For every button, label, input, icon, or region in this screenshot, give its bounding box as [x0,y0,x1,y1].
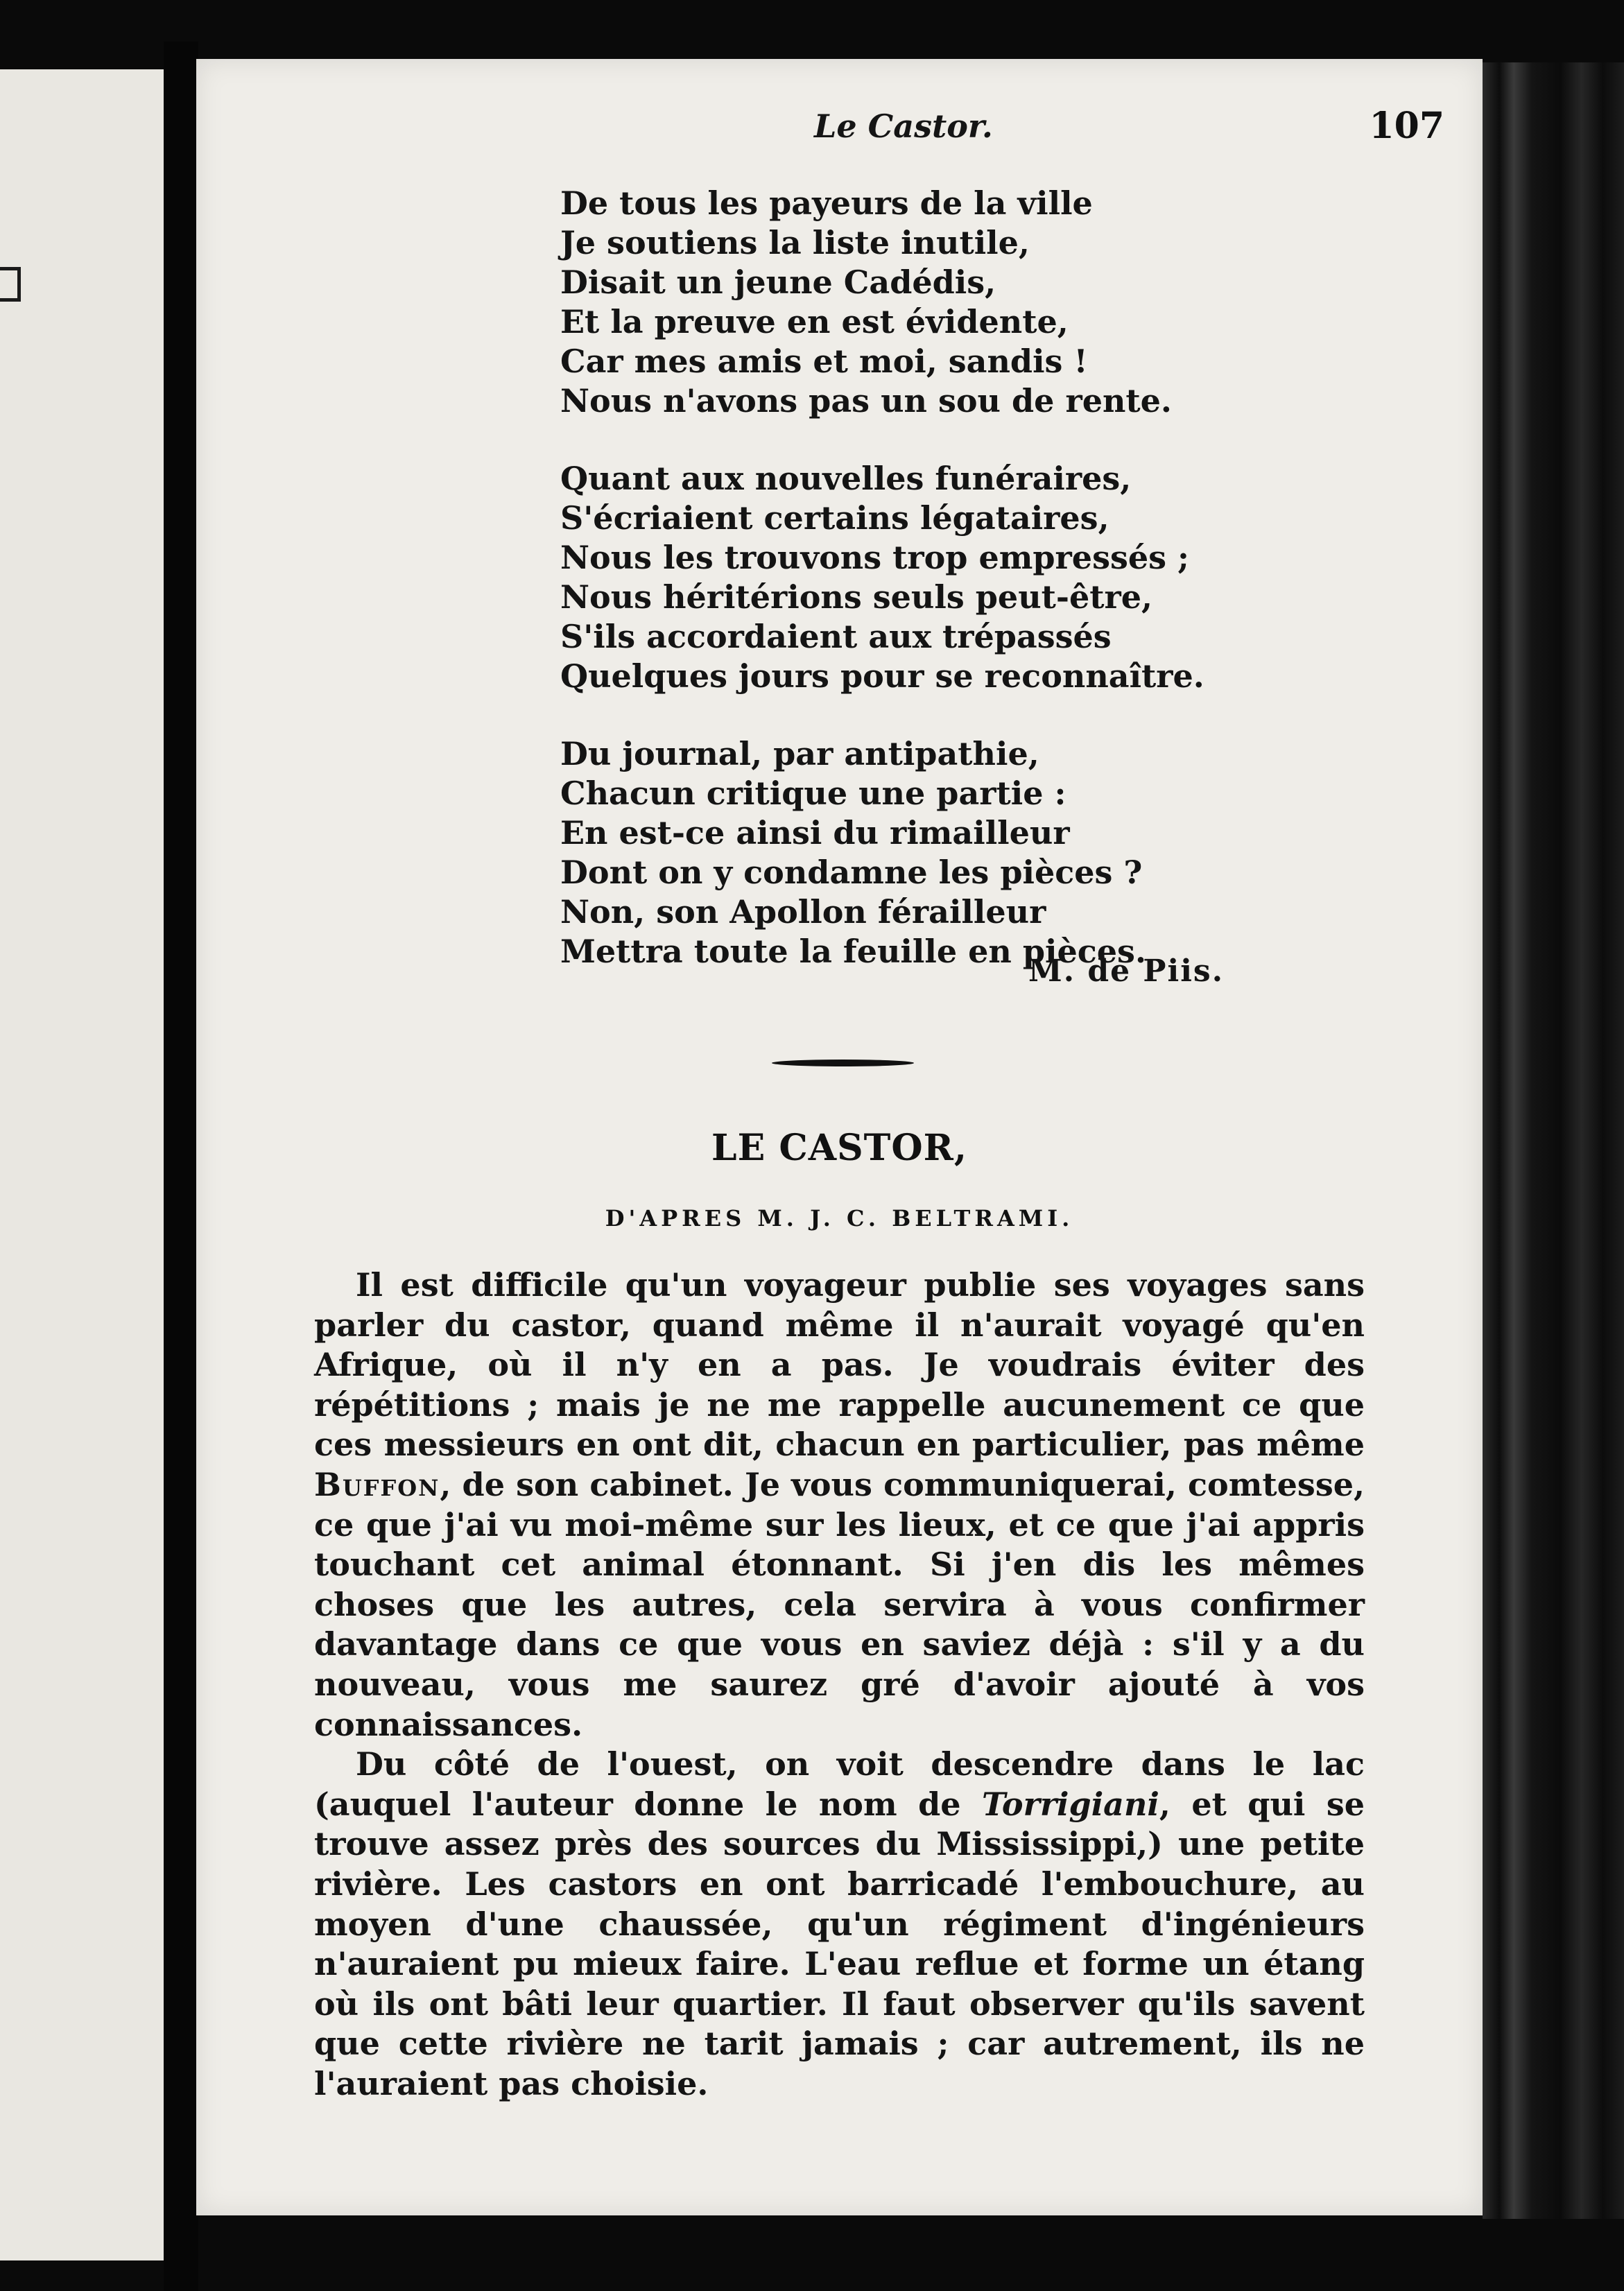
paragraph-text: Du côté de l'ouest, on voit descendre dans le lac (auquel l'auteur donne le nom de [314,1745,1365,1823]
section-divider [772,1060,914,1066]
article-body [314,1265,1365,2104]
page-number: 107 [1369,105,1444,147]
poem-signature: M. de Piis. [1028,953,1225,989]
poem [560,184,1462,1010]
paragraph-text: , de son cabinet. Je vous communiquerai, comtesse, ce que j'ai vu moi-même sur les lieux, et ce que j'ai appris touchant cet animal étonnant. Si j'en dis les mêmes choses que les autres, cela servira à vous confirmer davantage dans ce que vous en saviez déjà : s'il y a du nouveau, vous me saurez gré d'avoir ajouté à vos connaissances. [314,1465,1365,1743]
verse-line: Nous les trouvons trop empressés ; [560,539,1190,576]
verse-line: Chacun critique une partie : [560,775,1066,812]
verse-line: En est-ce ainsi du rimailleur [560,814,1070,851]
verse-line: Nous héritérions seuls peut-être, [560,578,1153,616]
paragraph-text: Il est difficile qu'un voyageur publie ses voyages sans parler du castor, quand même il n'aurait voyagé qu'en Afrique, où il n'y en a pas. Je voudrais éviter des répétitions ; mais je ne me rappelle aucunement ce que ces messieurs en ont dit, chacun en particulier, pas même [314,1266,1365,1464]
stanza [560,459,1462,696]
paragraph [314,1265,1365,1745]
verse-line: Disait un jeune Cadédis, [560,263,996,301]
article-subtitle: D'APRES M. J. C. BELTRAMI. [605,1205,1074,1231]
facing-page-mark [0,267,21,302]
verse-line: S'écriaient certains légataires, [560,499,1109,537]
verse-line: Dont on y condamne les pièces ? [560,854,1143,891]
book-page [196,59,1483,2215]
verse-line: Non, son Apollon férailleur [560,893,1046,931]
stanza [560,734,1462,971]
stanza [560,184,1462,421]
facing-page-edge [0,69,164,2260]
verse-line: Car mes amis et moi, sandis ! [560,343,1088,380]
verse-line: Et la preuve en est évidente, [560,303,1069,340]
author-name: Buffon [314,1465,440,1503]
verse-line: Du journal, par antipathie, [560,735,1039,772]
place-name: Torrigiani [981,1785,1159,1823]
article-title: LE CASTOR, [711,1127,967,1169]
verse-line: Mettra toute la feuille en pièces. [560,933,1146,970]
book-gutter [164,42,198,2291]
verse-line: Quant aux nouvelles funéraires, [560,460,1132,497]
page-header [196,107,1483,163]
verse-line: De tous les payeurs de la ville [560,184,1093,222]
paragraph [314,1745,1365,2104]
verse-line: S'ils accordaient aux trépassés [560,618,1112,655]
verse-line: Je soutiens la liste inutile, [560,224,1030,261]
verse-line: Nous n'avons pas un sou de rente. [560,382,1172,420]
paragraph-text: , et qui se trouve assez près des sources du Mississippi,) une petite rivière. Les castors en ont barricadé l'embouchure, au moyen d'une chaussée, qu'un régiment d'ingénieurs n'auraient pu mieux faire. L'eau reflue et forme un étang où ils ont bâti leur quartier. Il faut observer qu'ils savent que cette rivière ne tarit jamais ; car autrement, ils ne l'auraient pas choisie. [314,1785,1365,2102]
running-title: Le Castor. [814,107,993,145]
verse-line: Quelques jours pour se reconnaître. [560,657,1204,695]
book-spine [1483,62,1624,2219]
